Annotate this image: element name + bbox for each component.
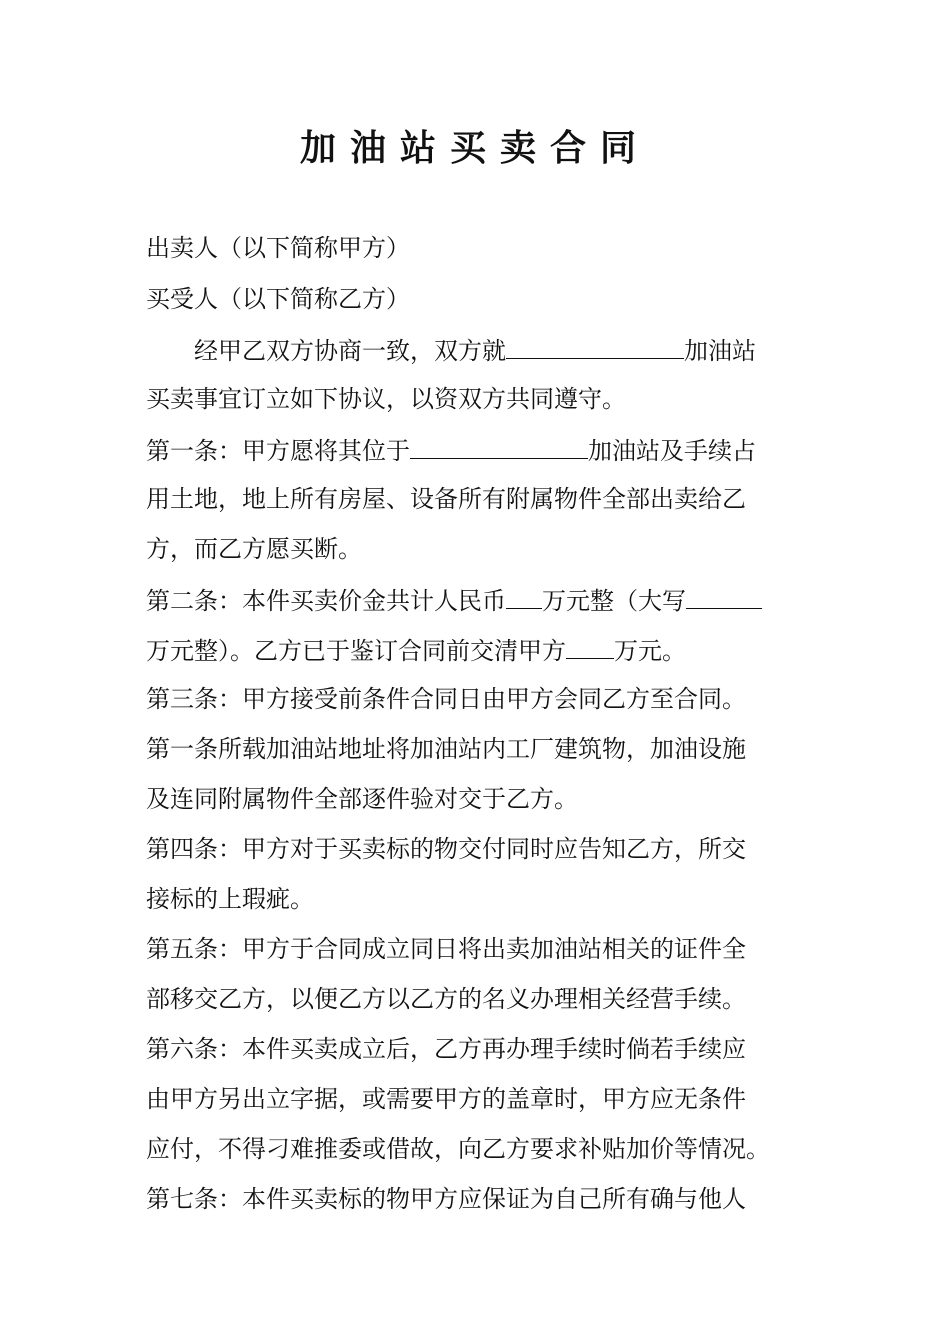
price-amount-blank[interactable]: [506, 582, 542, 609]
preamble-text-b: 加油站: [684, 337, 756, 365]
seller-line: 出卖人（以下简称甲方）: [146, 234, 410, 262]
article-2-text-c: 万元整）。乙方已于鉴订合同前交清甲方: [146, 637, 566, 665]
article-2-text-a: 第二条：本件买卖价金共计人民币: [146, 587, 506, 615]
article-2-line-2: [146, 632, 686, 668]
article-6-line-3: 应付，不得刁难推委或借故，向乙方要求补贴加价等情况。: [146, 1135, 770, 1163]
article-6-line-1: 第六条：本件买卖成立后，乙方再办理手续时倘若手续应: [146, 1035, 746, 1063]
article-1-text-b: 加油站及手续占: [588, 437, 756, 465]
preamble-line-2: 买卖事宜订立如下协议，以资双方共同遵守。: [146, 385, 626, 413]
article-5-line-1: 第五条：甲方于合同成立同日将出卖加油站相关的证件全: [146, 935, 746, 963]
article-2-text-b: 万元整（大写: [542, 587, 686, 615]
article-4-line-2: 接标的上瑕疵。: [146, 885, 314, 913]
article-2-text-d: 万元。: [614, 637, 686, 665]
article-5-line-2: 部移交乙方，以便乙方以乙方的名义办理相关经营手续。: [146, 985, 746, 1013]
preamble-text-a: 经甲乙双方协商一致，双方就: [194, 337, 506, 365]
article-4-line-1: 第四条：甲方对于买卖标的物交付同时应告知乙方，所交: [146, 835, 746, 863]
article-1-text-a: 第一条：甲方愿将其位于: [146, 437, 410, 465]
article-2-line-1: [146, 582, 762, 618]
article-3-line-1: 第三条：甲方接受前条件合同日由甲方会同乙方至合同。: [146, 685, 746, 713]
article-7-line-1: 第七条：本件买卖标的物甲方应保证为自己所有确与他人: [146, 1185, 746, 1213]
buyer-line: 买受人（以下简称乙方）: [146, 285, 410, 313]
article-1-line-2: 用土地，地上所有房屋、设备所有附属物件全部出卖给乙: [146, 485, 746, 513]
paid-amount-blank[interactable]: [566, 632, 614, 659]
article-6-line-2: 由甲方另出立字据，或需要甲方的盖章时，甲方应无条件: [146, 1085, 746, 1113]
preamble-line-1: [194, 332, 756, 368]
article-1-line-1: [146, 432, 756, 468]
article-1-line-3: 方，而乙方愿买断。: [146, 535, 362, 563]
document-title: 加油站买卖合同: [299, 127, 650, 169]
article-3-line-2: 第一条所载加油站地址将加油站内工厂建筑物，加油设施: [146, 735, 746, 763]
price-words-blank[interactable]: [686, 582, 762, 609]
station-location-blank[interactable]: [410, 432, 588, 459]
station-name-blank[interactable]: [506, 332, 684, 359]
article-3-line-3: 及连同附属物件全部逐件验对交于乙方。: [146, 785, 578, 813]
